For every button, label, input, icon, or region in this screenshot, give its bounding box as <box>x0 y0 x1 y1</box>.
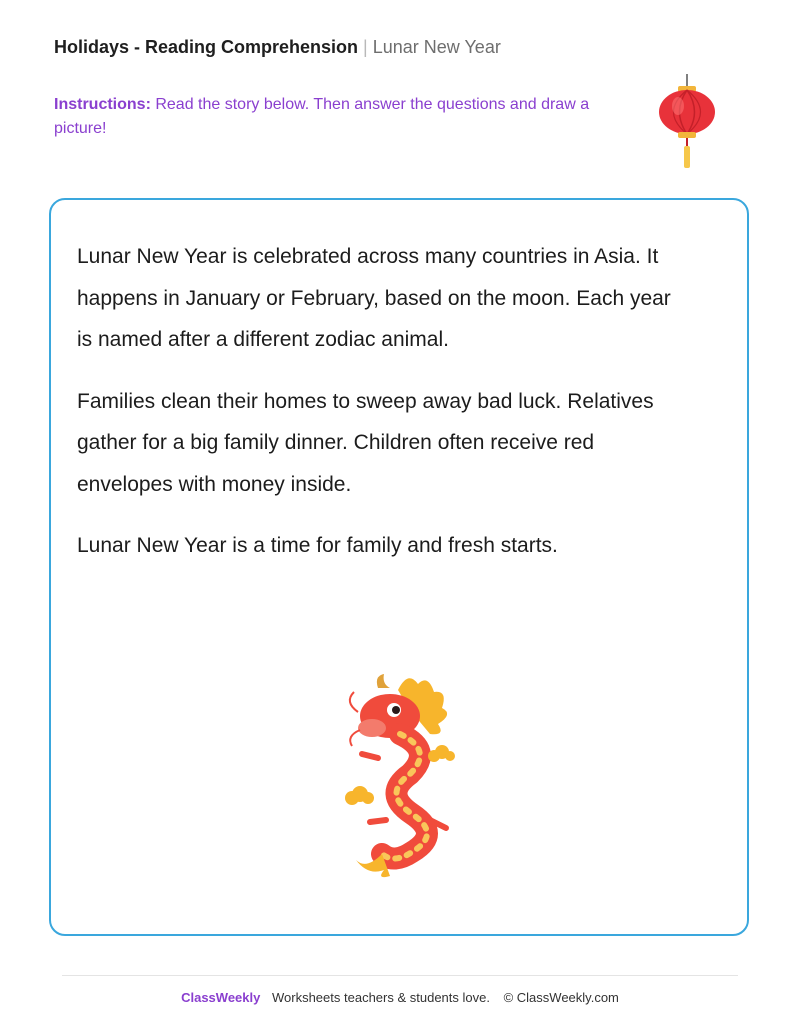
footer-brand: ClassWeekly <box>181 990 261 1005</box>
footer-divider <box>62 975 738 976</box>
instructions-text: Read the story below. Then answer the questions and draw a picture! <box>54 96 590 137</box>
dragon-illustration <box>338 670 458 880</box>
page-header <box>54 37 501 58</box>
story-paragraph-3: Lunar New Year is a time for family and fresh starts. <box>77 534 558 557</box>
header-separator: | <box>363 37 368 57</box>
instructions-label: Instructions: <box>54 96 151 113</box>
instructions <box>54 93 614 141</box>
story-paragraph-1: Lunar New Year is celebrated across many countries in Asia. It happens in January or February, based on the moon. Each year is named after a different zodiac animal. <box>77 245 671 351</box>
worksheet-subtitle: Lunar New Year <box>372 37 501 57</box>
story-paragraph-2: Families clean their homes to sweep away bad luck. Relatives gather for a big family dinner. Children often receive red envelopes with money inside. <box>77 389 654 496</box>
worksheet-title: Holidays - Reading Comprehension <box>54 37 359 57</box>
page-footer <box>0 990 800 1005</box>
lantern-icon <box>652 70 722 174</box>
footer-tagline: Worksheets teachers & students love. <box>271 990 490 1005</box>
footer-copyright: © ClassWeekly.com <box>503 990 619 1005</box>
story-text <box>77 236 687 587</box>
